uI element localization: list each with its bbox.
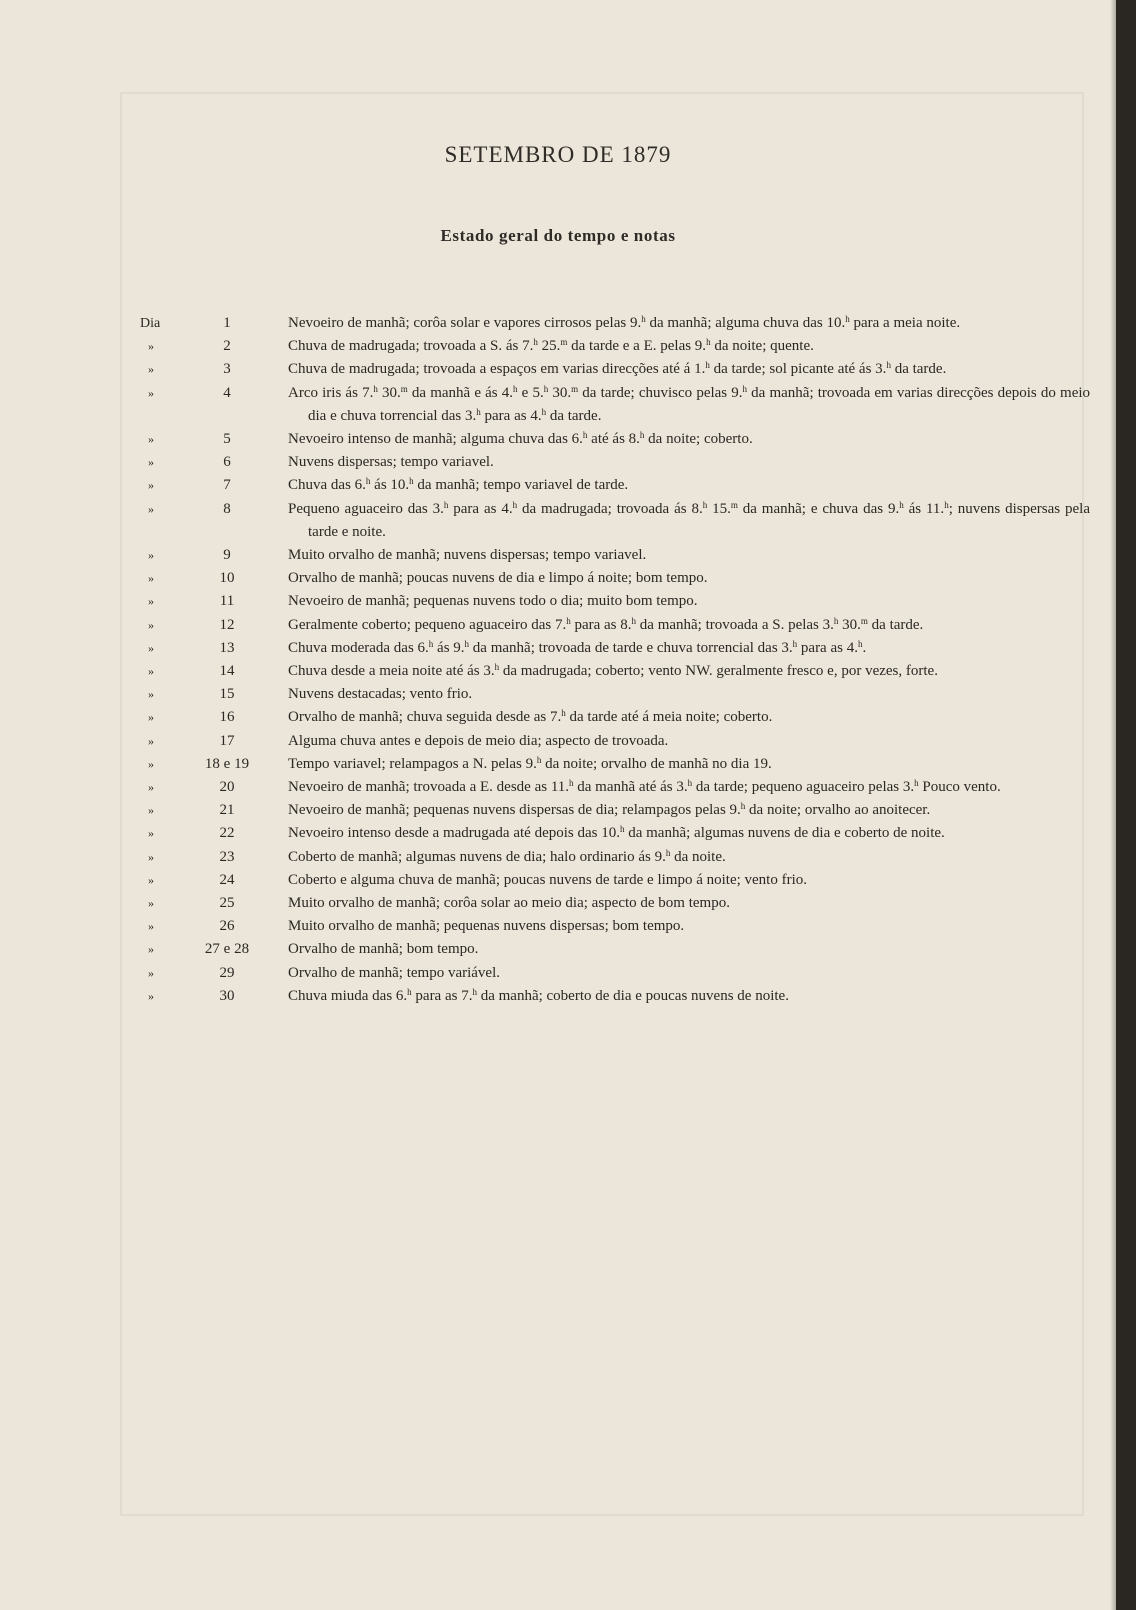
weather-note: Tempo variavel; relampagos a N. pelas 9.$^h$ da noite; orvalho de manhã no dia 19. <box>288 754 772 772</box>
note-row <box>140 846 1090 869</box>
ditto-mark: » <box>148 733 154 748</box>
note-row <box>140 451 1090 474</box>
note-row <box>140 915 1090 938</box>
day-number: 2 <box>223 338 231 355</box>
ditto-mark: » <box>148 571 154 586</box>
weather-note: Orvalho de manhã; bom tempo. <box>288 941 479 958</box>
ditto-mark: » <box>148 780 154 795</box>
ditto-mark: » <box>148 548 154 563</box>
day-number: 8 <box>223 500 231 517</box>
day-number: 9 <box>223 547 231 564</box>
weather-note: Chuva de madrugada; trovoada a S. ás 7.$^h$ 25.$^m$ da tarde e a E. pelas 9.$^h$ da noite; quente. <box>288 337 814 355</box>
note-row <box>140 544 1090 567</box>
weather-note: Nuvens dispersas; tempo variavel. <box>288 454 494 471</box>
weather-note: Coberto de manhã; algumas nuvens de dia; halo ordinario ás 9.$^h$ da noite. <box>288 847 726 865</box>
ditto-mark: » <box>148 362 154 377</box>
day-number: 24 <box>219 871 235 888</box>
day-number: 16 <box>219 709 235 726</box>
day-number: 3 <box>223 361 231 378</box>
note-row <box>140 590 1090 613</box>
day-number: 13 <box>219 639 235 656</box>
day-number: 15 <box>219 686 235 703</box>
ditto-mark: » <box>148 687 154 702</box>
note-row <box>140 382 1090 428</box>
day-number: 5 <box>223 431 231 448</box>
day-number: 7 <box>223 477 231 494</box>
weather-note: Nuvens destacadas; vento frio. <box>288 686 473 703</box>
day-number: 27 e 28 <box>204 941 250 958</box>
day-number: 25 <box>219 895 235 912</box>
weather-note: Orvalho de manhã; poucas nuvens de dia e limpo á noite; bom tempo. <box>288 570 708 587</box>
weather-note: Nevoeiro de manhã; trovoada a E. desde as 11.$^h$ da manhã até ás 3.$^h$ da tarde; pequeno aguaceiro pelas 3.$^h$ Pouco vento. <box>288 778 1001 796</box>
day-number: 20 <box>219 779 235 796</box>
note-row <box>140 660 1090 683</box>
note-row <box>140 799 1090 822</box>
ditto-mark: » <box>148 965 154 980</box>
ditto-mark: » <box>148 501 154 516</box>
ditto-mark: » <box>148 385 154 400</box>
day-number: 21 <box>219 802 235 819</box>
weather-note: Orvalho de manhã; tempo variável. <box>288 964 501 981</box>
day-number: 30 <box>219 987 235 1004</box>
ditto-mark: » <box>148 849 154 864</box>
day-number: 29 <box>219 964 235 981</box>
ditto-mark: » <box>148 640 154 655</box>
weather-note: Nevoeiro de manhã; corôa solar e vapores cirrosos pelas 9.$^h$ da manhã; alguma chuva das 10.$^h$ para a meia noite. <box>288 314 961 331</box>
day-number: 26 <box>219 918 235 935</box>
ditto-mark: » <box>148 988 154 1003</box>
weather-note: Muito orvalho de manhã; corôa solar ao meio dia; aspecto de bom tempo. <box>288 895 730 912</box>
weather-note: Coberto e alguma chuva de manhã; poucas nuvens de tarde e limpo á noite; vento frio. <box>288 871 808 888</box>
note-row <box>140 428 1090 451</box>
weather-note: Muito orvalho de manhã; nuvens dispersas; tempo variavel. <box>288 547 647 564</box>
note-row <box>140 962 1090 985</box>
ditto-mark: » <box>148 826 154 841</box>
note-row <box>140 498 1090 544</box>
weather-note: Chuva miuda das 6.$^h$ para as 7.$^h$ da manhã; coberto de dia e poucas nuvens de noite. <box>288 986 789 1004</box>
section-subtitle: Estado geral do tempo e notas <box>440 226 676 245</box>
note-row <box>140 614 1090 637</box>
note-row <box>140 567 1090 590</box>
page-title: SETEMBRO DE 1879 <box>444 142 672 167</box>
note-row <box>140 938 1090 961</box>
day-number: 4 <box>223 384 231 401</box>
note-row <box>140 335 1090 358</box>
weather-note: Chuva moderada das 6.$^h$ ás 9.$^h$ da manhã; trovoada de tarde e chuva torrencial das 3.$^h$ para as 4.$^h$. <box>288 638 867 656</box>
day-number: 23 <box>219 848 235 865</box>
note-row <box>140 985 1090 1008</box>
note-row <box>140 474 1090 497</box>
day-number: 12 <box>219 616 235 633</box>
ditto-mark: » <box>148 896 154 911</box>
ditto-mark: » <box>148 339 154 354</box>
ditto-mark: » <box>148 919 154 934</box>
ditto-mark: » <box>148 942 154 957</box>
weather-note: Nevoeiro intenso desde a madrugada até depois das 10.$^h$ da manhã; algumas nuvens de dia e coberto de noite. <box>288 824 945 842</box>
note-row <box>140 312 1090 335</box>
note-row <box>140 822 1090 845</box>
ditto-mark: » <box>148 664 154 679</box>
notes-list <box>140 312 1090 1008</box>
day-number: 17 <box>219 732 235 749</box>
weather-note: Pequeno aguaceiro das 3.$^h$ para as 4.$^h$ da madrugada; trovoada ás 8.$^h$ 15.$^m$ da manhã; e chuva das 9.$^h$ ás 11.$^h$; nuvens dispersas pela tarde e noite. <box>288 499 1090 540</box>
note-row <box>140 683 1090 706</box>
note-row <box>140 869 1090 892</box>
ditto-mark: » <box>148 594 154 609</box>
ditto-mark: » <box>148 478 154 493</box>
day-number: 14 <box>219 663 235 680</box>
weather-note: Nevoeiro intenso de manhã; alguma chuva das 6.$^h$ até ás 8.$^h$ da noite; coberto. <box>288 430 753 448</box>
day-number: 10 <box>219 570 235 587</box>
day-number: 1 <box>223 315 231 331</box>
ditto-mark: » <box>148 432 154 447</box>
weather-note: Chuva desde a meia noite até ás 3.$^h$ da madrugada; coberto; vento NW. geralmente fresco e, por vezes, forte. <box>288 662 938 680</box>
day-number: 11 <box>219 593 235 610</box>
book-spine <box>1116 0 1136 1610</box>
ditto-mark: » <box>148 617 154 632</box>
weather-note: Nevoeiro de manhã; pequenas nuvens dispersas de dia; relampagos pelas 9.$^h$ da noite; orvalho ao anoitecer. <box>288 801 931 819</box>
weather-note: Nevoeiro de manhã; pequenas nuvens todo o dia; muito bom tempo. <box>288 593 698 610</box>
note-row <box>140 730 1090 753</box>
ditto-mark: » <box>148 756 154 771</box>
weather-note: Muito orvalho de manhã; pequenas nuvens dispersas; bom tempo. <box>288 918 685 935</box>
weather-note: Geralmente coberto; pequeno aguaceiro das 7.$^h$ para as 8.$^h$ da manhã; trovoada a S. pelas 3.$^h$ 30.$^m$ da tarde. <box>288 615 924 633</box>
note-row <box>140 637 1090 660</box>
note-row <box>140 753 1090 776</box>
day-column-label: Dia <box>140 316 161 331</box>
day-number: 18 e 19 <box>204 755 250 772</box>
note-row <box>140 776 1090 799</box>
note-row <box>140 706 1090 729</box>
weather-note: Orvalho de manhã; chuva seguida desde as 7.$^h$ da tarde até á meia noite; coberto. <box>288 708 773 726</box>
day-number: 6 <box>223 454 231 471</box>
ditto-mark: » <box>148 803 154 818</box>
note-row <box>140 892 1090 915</box>
ditto-mark: » <box>148 872 154 887</box>
weather-note: Chuva de madrugada; trovoada a espaços em varias direcções até á 1.$^h$ da tarde; sol picante até ás 3.$^h$ da tarde. <box>288 360 947 378</box>
weather-note: Arco iris ás 7.$^h$ 30.$^m$ da manhã e ás 4.$^h$ e 5.$^h$ 30.$^m$ da tarde; chuvisco pelas 9.$^h$ da manhã; trovoada em varias direcções depois do meio dia e chuva torrencial das 3.$^h$ para as 4.$^h$ da tarde. <box>288 383 1091 424</box>
day-number: 22 <box>219 825 235 842</box>
ditto-mark: » <box>148 455 154 470</box>
weather-note: Alguma chuva antes e depois de meio dia; aspecto de trovoada. <box>288 732 669 749</box>
ditto-mark: » <box>148 710 154 725</box>
weather-note: Chuva das 6.$^h$ ás 10.$^h$ da manhã; tempo variavel de tarde. <box>288 476 629 494</box>
note-row <box>140 358 1090 381</box>
